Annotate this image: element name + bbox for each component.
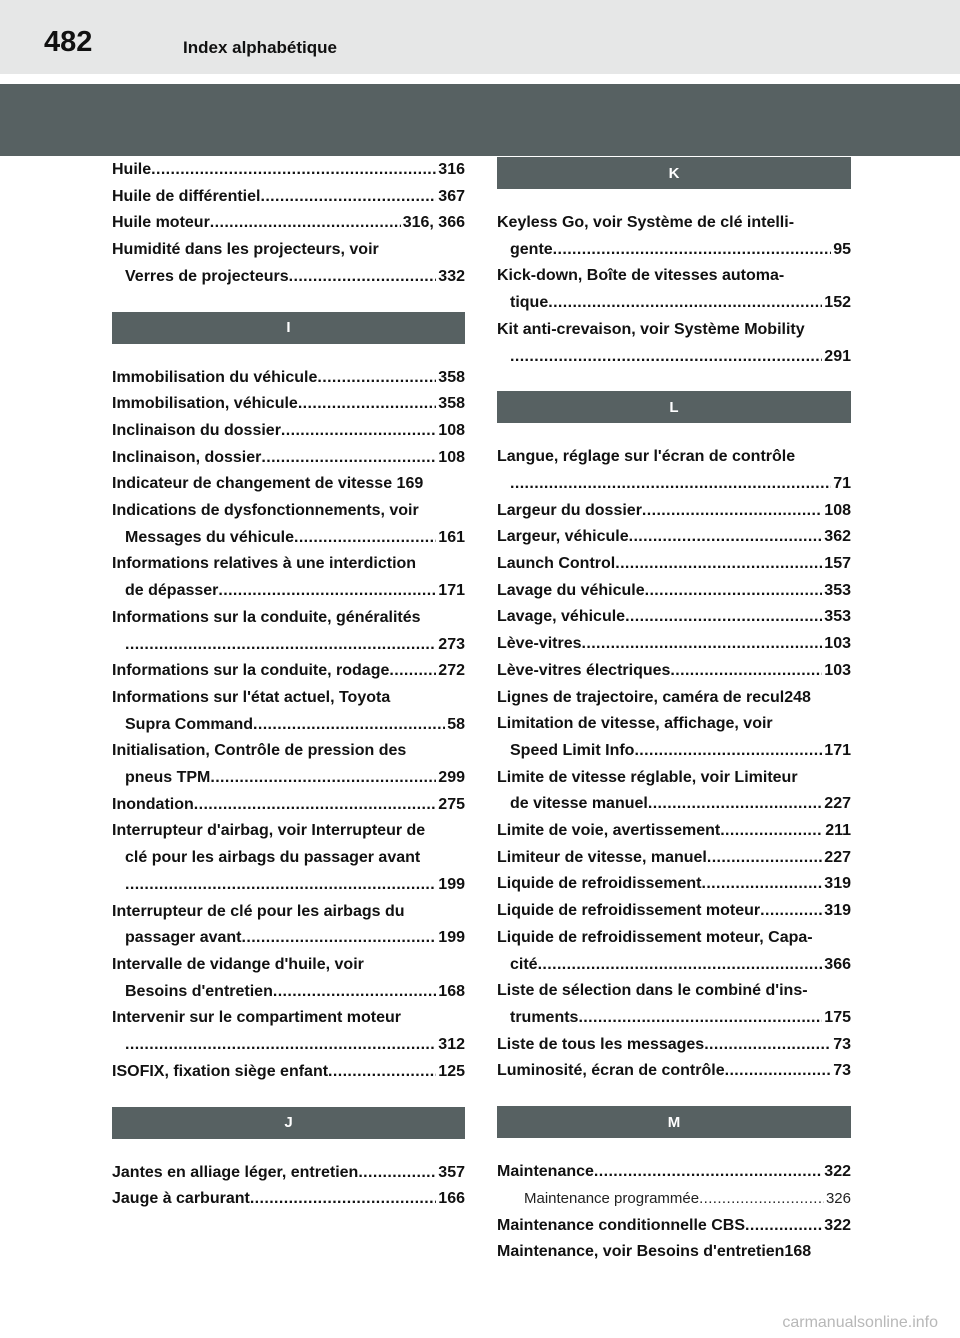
dot-leader [328,1059,436,1086]
dot-leader [250,1186,436,1213]
index-line [112,1186,465,1213]
index-line [112,1005,465,1032]
page-reference: 103 [824,661,851,679]
index-line [112,365,465,392]
index-line [497,524,851,551]
index-line [112,685,465,712]
index-entry [112,184,465,211]
dot-leader [670,658,822,685]
dot-leader [648,791,822,818]
index-line [112,1032,465,1059]
dot-leader [629,524,823,551]
index-line [112,952,465,979]
index-entry [497,604,851,631]
index-line [112,818,465,845]
index-line [497,1159,851,1186]
index-line [112,445,465,472]
page-reference: 108 [824,501,851,519]
entry-text: Liste de tous les messages [497,1035,705,1053]
page-reference: 161 [438,528,465,546]
section-header-j: J [112,1107,465,1139]
index-line [497,658,851,685]
entry-text: Informations sur la conduite, généralités [112,608,421,626]
entry-text: Largeur, véhicule [497,528,629,546]
index-line [112,1059,465,1086]
entry-text: Kit anti-crevaison, voir Système Mobility [497,320,805,338]
index-line [112,738,465,765]
index-entry [112,551,465,604]
section-header-l: L [497,391,851,423]
index-entry [112,658,465,685]
dot-leader [151,157,436,184]
index-line [112,765,465,792]
index-line [497,551,851,578]
entry-text: Informations sur l'état actuel, Toyota [112,688,391,706]
index-entry [112,445,465,472]
entry-text: Immobilisation, véhicule [112,395,298,413]
index-line [497,765,851,792]
page-reference: 357 [438,1163,465,1181]
entry-text: Limite de voie, avertissement [497,822,721,840]
entry-text: Intervalle de vidange d'huile, voir [112,955,364,973]
page-reference: 332 [438,267,465,285]
index-line [112,418,465,445]
entry-text: pneus TPM [125,769,211,787]
index-line [112,210,465,237]
dot-leader [298,391,436,418]
index-line [497,237,851,264]
index-entry [497,711,851,764]
page-reference: 199 [438,929,465,947]
index-line [497,471,851,498]
page-reference: 326 [825,1189,851,1207]
index-entry [497,1239,851,1266]
index-entry [497,925,851,978]
entry-text: Launch Control [497,555,616,573]
entry-text: Besoins d'entretien [125,982,273,1000]
index-line [497,738,851,765]
dot-leader [218,578,436,605]
page-reference: 157 [824,555,851,573]
index-entry [112,685,465,738]
index-line [497,1058,851,1085]
page-reference: 103 [824,635,851,653]
index-line [497,685,851,712]
dot-leader [194,792,437,819]
index-line [112,899,465,926]
page-reference: 299 [438,769,465,787]
index-line [112,658,465,685]
page-reference: 367 [438,187,465,205]
entry-text: Lavage du véhicule [497,581,645,599]
page-reference: 322 [824,1163,851,1181]
dot-leader [261,445,436,472]
dot-leader [725,1058,832,1085]
entry-text: Informations relatives à une interdiction [112,555,417,573]
index-line [497,631,851,658]
index-entry [112,605,465,658]
index-entry [112,1005,465,1058]
page-reference: 312 [438,1036,465,1054]
page-reference: 58 [447,715,465,733]
index-line [112,551,465,578]
index-line [112,391,465,418]
section-header-m: M [497,1106,851,1138]
entry-text: Luminosité, écran de contrôle [497,1062,725,1080]
index-line [497,791,851,818]
entry-text: Indicateur de changement de vitesse 169 [112,475,424,493]
index-entry [497,978,851,1031]
index-line [497,711,851,738]
page-reference: 366 [824,955,851,973]
dot-leader [125,632,436,659]
page-title: Index alphabétique [183,38,337,57]
index-entry [112,1186,465,1213]
page-reference: 73 [833,1035,851,1053]
index-line [112,525,465,552]
entry-text: clé pour les airbags du passager avant [125,849,421,867]
dot-leader [553,237,832,264]
index-entry [497,1213,851,1240]
page-reference: 358 [438,395,465,413]
index-entry [112,237,465,290]
page-reference: 175 [824,1008,851,1026]
index-line [497,978,851,1005]
entry-text: truments [510,1008,579,1026]
dot-leader [294,525,436,552]
dot-leader [625,604,822,631]
dot-leader [704,1032,831,1059]
entry-text: Messages du véhicule [125,528,294,546]
dot-leader [634,738,822,765]
index-line [497,344,851,371]
entry-text: Lève-vitres électriques [497,661,671,679]
page-reference: 362 [824,528,851,546]
index-entry [112,952,465,1005]
index-column-left [112,157,465,1213]
dot-leader [389,658,436,685]
entry-text: Inondation [112,795,194,813]
page-reference: 322 [824,1216,851,1234]
index-entry [112,157,465,184]
dot-leader [125,872,436,899]
page-reference: 171 [824,741,851,759]
page-number: 482 [44,26,93,58]
dot-leader [260,184,436,211]
index-line [497,818,851,845]
index-line [497,1213,851,1240]
entry-text: gente [510,240,553,258]
dot-leader [289,264,437,291]
entry-text: cité [510,955,538,973]
dot-leader [281,418,436,445]
entry-text: tique [510,294,549,312]
index-entry [112,365,465,392]
index-column-right [497,157,851,1266]
index-entry [112,818,465,898]
entry-text: Huile [112,161,152,178]
page-reference: 125 [438,1062,465,1080]
index-entry [497,210,851,263]
index-line [497,578,851,605]
index-line [112,712,465,739]
index-line [497,263,851,290]
index-line [112,157,465,184]
index-entry [497,871,851,898]
dot-leader [642,498,822,525]
dot-leader [317,365,436,392]
entry-text: Langue, réglage sur l'écran de contrôle [497,448,796,466]
page-reference: 353 [824,608,851,626]
index-line [497,925,851,952]
index-entry [497,551,851,578]
index-entry [497,498,851,525]
entry-text: Speed Limit Info [510,741,635,759]
entry-text: Limite de vitesse réglable, voir Limiteur [497,768,798,786]
index-line [112,872,465,899]
page-reference: 227 [824,795,851,813]
page-reference: 316 [438,161,465,178]
entry-text: Liquide de refroidissement moteur, Capa- [497,928,813,946]
dot-leader [645,578,823,605]
index-entry [112,899,465,952]
index-line [497,290,851,317]
dot-leader [538,952,823,979]
page-reference: 211 [825,822,851,840]
entry-text: Liquide de refroidissement [497,875,702,893]
index-line [112,792,465,819]
page-reference: 171 [438,582,465,600]
page-reference: 319 [824,875,851,893]
index-line [112,471,465,498]
index-line [112,1160,465,1187]
entry-text: Maintenance conditionnelle CBS [497,1216,746,1234]
index-line [112,264,465,291]
page-reference: 272 [438,662,465,680]
entry-text: Humidité dans les projecteurs, voir [112,241,379,259]
entry-text: de dépasser [125,582,219,600]
entry-text: Huile de différentiel [112,187,261,205]
dot-leader [210,765,436,792]
dot-leader [125,1032,436,1059]
entry-text: Lavage, véhicule [497,608,626,626]
index-entry [497,1058,851,1085]
entry-text: Supra Command [125,715,254,733]
page-reference: 275 [438,795,465,813]
dot-leader [699,1186,824,1213]
dot-leader [358,1160,436,1187]
index-entry [497,524,851,551]
page-reference: 108 [438,421,465,439]
dot-leader [548,290,822,317]
index-line [497,871,851,898]
dot-leader [615,551,822,578]
index-line [497,898,851,925]
entry-text: Keyless Go, voir Système de clé intelli- [497,214,795,231]
dot-leader [510,471,831,498]
index-entry [497,765,851,818]
dot-leader [707,845,822,872]
dot-leader [210,210,401,237]
page-reference: 319 [824,902,851,920]
page-reference: 353 [824,581,851,599]
entry-text: de vitesse manuel [510,795,648,813]
dot-leader [720,818,823,845]
index-entry [112,738,465,791]
dot-leader [594,1159,822,1186]
entry-text: Largeur du dossier [497,501,642,519]
dot-leader [273,979,436,1006]
dot-leader [760,898,822,925]
page-reference: 199 [438,875,465,893]
entry-text: Immobilisation du véhicule [112,368,318,386]
index-entry [497,685,851,712]
index-line [497,210,851,237]
entry-text: Lignes de trajectoire, caméra de recul248 [497,688,811,706]
page-reference: 166 [438,1190,465,1208]
index-entry [112,471,465,498]
index-entry [112,498,465,551]
index-entry [112,418,465,445]
entry-text: Interrupteur d'airbag, voir Interrupteur de [112,822,426,840]
index-entry [112,1059,465,1086]
index-entry [112,792,465,819]
index-entry [497,444,851,497]
dot-leader [510,344,822,371]
entry-text: Verres de projecteurs [125,267,289,285]
page-reference: 168 [438,982,465,1000]
index-line [112,979,465,1006]
index-entry [497,658,851,685]
header-strip [0,0,960,74]
page-reference: 95 [833,240,851,258]
index-line [112,184,465,211]
index-entry [497,631,851,658]
entry-text: Maintenance, voir Besoins d'entretien168 [497,1243,812,1261]
index-entry [112,1160,465,1187]
header-banner [0,84,960,156]
index-entry [112,210,465,237]
index-entry [497,845,851,872]
index-entry [497,1032,851,1059]
index-entry [112,391,465,418]
index-line [497,845,851,872]
entry-text: Inclinaison du dossier [112,421,281,439]
entry-text: Liste de sélection dans le combiné d'ins- [497,982,808,1000]
page-reference: 152 [824,294,851,312]
index-entry [497,818,851,845]
dot-leader [253,712,445,739]
index-line [112,605,465,632]
page-reference: 273 [438,635,465,653]
index-entry [497,578,851,605]
index-subentry [497,1186,851,1213]
entry-text: Huile moteur [112,214,210,232]
page-reference: 358 [438,368,465,386]
index-line [112,845,465,872]
watermark: carmanualsonline.info [782,1314,938,1331]
page-reference: 291 [824,347,851,365]
page-reference: 71 [833,474,851,492]
entry-text: Lève-vitres [497,635,582,653]
entry-text: Maintenance [497,1163,594,1181]
entry-text: Intervenir sur le compartiment moteur [112,1009,401,1027]
section-header-i: I [112,312,465,344]
dot-leader [242,925,437,952]
dot-leader [578,1005,822,1032]
entry-text: Initialisation, Contrôle de pression des [112,742,407,760]
index-entry [497,263,851,316]
index-line [497,952,851,979]
index-line [112,925,465,952]
dot-leader [745,1213,822,1240]
index-line [497,1032,851,1059]
entry-text: Limitation de vitesse, affichage, voir [497,715,773,733]
index-line [112,632,465,659]
index-line [497,498,851,525]
entry-text: Limiteur de vitesse, manuel [497,848,707,866]
entry-text: Jauge à carburant [112,1190,250,1208]
entry-text: ISOFIX, fixation siège enfant [112,1062,329,1080]
entry-text: Liquide de refroidissement moteur [497,902,761,920]
index-entry [497,898,851,925]
page-reference: 73 [833,1062,851,1080]
index-line [497,1239,851,1266]
index-line [112,578,465,605]
dot-leader [701,871,822,898]
dot-leader [582,631,823,658]
entry-text: Maintenance programmée [524,1189,700,1207]
index-line [497,317,851,344]
entry-text: Jantes en alliage léger, entretien [112,1163,359,1181]
index-line [524,1186,851,1213]
entry-text: passager avant [125,929,242,947]
index-line [497,444,851,471]
entry-text: Indications de dysfonctionnements, voir [112,502,419,520]
page-reference: 316, 366 [402,214,465,232]
index-entry [497,317,851,370]
index-line [497,604,851,631]
entry-text: Inclinaison, dossier [112,448,262,466]
index-line [112,237,465,264]
entry-text: Interrupteur de clé pour les airbags du [112,902,405,920]
page-reference: 108 [438,448,465,466]
index-line [112,498,465,525]
page-reference: 227 [824,848,851,866]
index-entry [497,1159,851,1186]
index-line [497,1005,851,1032]
entry-text: Informations sur la conduite, rodage [112,662,390,680]
entry-text: Kick-down, Boîte de vitesses automa- [497,267,785,285]
section-header-k: K [497,157,851,189]
